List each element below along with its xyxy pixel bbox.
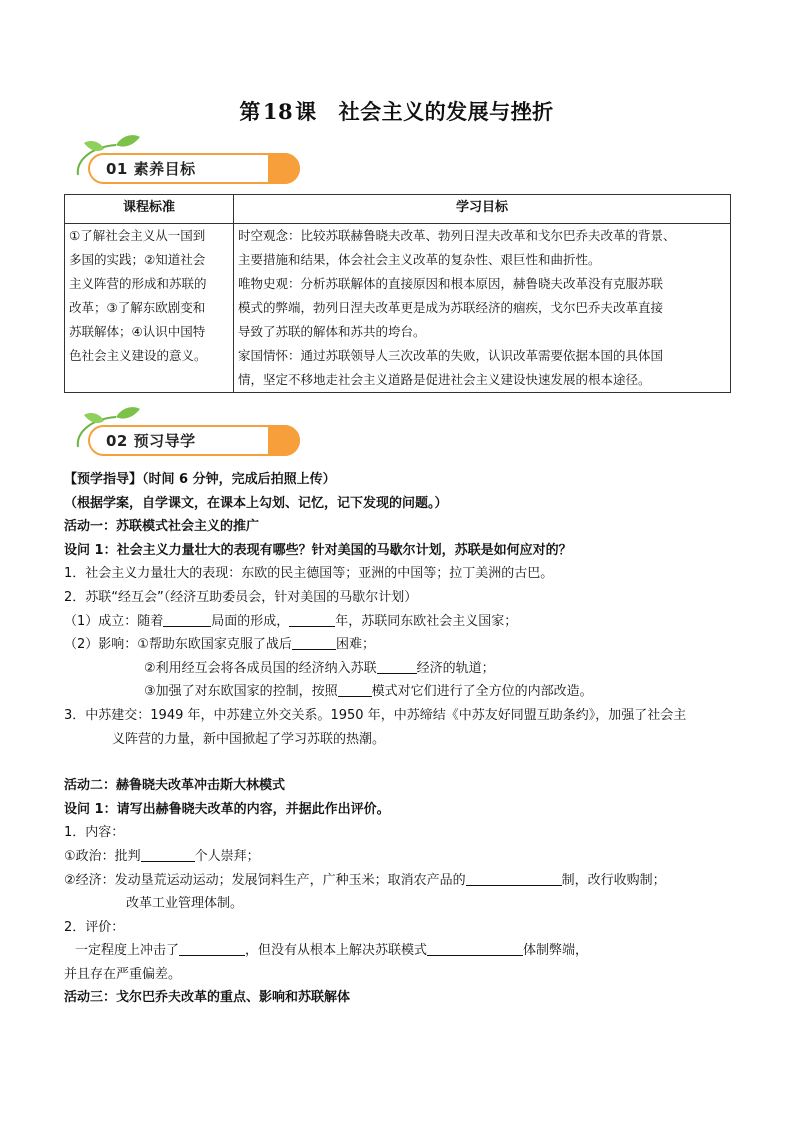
text-line: 改革工业管理体制。 bbox=[126, 896, 244, 912]
text-line: （2）影响：①帮助东欧国家克服了战后 困难； bbox=[64, 637, 375, 653]
text-line: ②经济：发动垦荒运动运动；发展饲料生产，广种玉米；取消农产品的 制，改行收购制； bbox=[64, 872, 666, 888]
text-line: 义阵营的力量，新中国掀起了学习苏联的热潮。 bbox=[112, 731, 386, 747]
goal-line: 主要措施和结果，体会社会主义改革的复杂性、艰巨性和曲折性。 bbox=[238, 252, 601, 267]
goal-line: 时空观念：比较苏联赫鲁晓夫改革、勃列日涅夫改革和戈尔巴乔夫改革的背景、 bbox=[238, 228, 676, 243]
title-suffix: 课 bbox=[295, 99, 317, 124]
text-line: 2．评价： bbox=[64, 919, 125, 935]
fill-blank[interactable] bbox=[141, 847, 195, 862]
activity-title: 活动一：苏联模式社会主义的推广 bbox=[64, 519, 260, 535]
standard-line: 多国的实践；②知道社会 bbox=[69, 252, 206, 267]
guide-instruction: 【预学指导】（时间 6 分钟，完成后拍照上传） bbox=[64, 472, 336, 487]
lesson-number: 18 bbox=[262, 99, 294, 124]
section-label: 02 预习导学 bbox=[106, 432, 196, 450]
page-title bbox=[0, 96, 793, 126]
table-header-goals: 学习目标 bbox=[234, 195, 731, 224]
goal-line: 情，坚定不移地走社会主义道路是促进社会主义建设快速发展的根本途径。 bbox=[238, 372, 651, 387]
section-banner-preview bbox=[64, 403, 304, 465]
text-line: 3．中苏建交：1949 年，中苏建立外交关系。1950 年，中苏缔结《中苏友好同盟互助条约》，加强了社会主 bbox=[64, 707, 687, 723]
fill-blank[interactable] bbox=[427, 941, 523, 956]
text-line: ②利用经互会将各成员国的经济纳入苏联 经济的轨道； bbox=[144, 660, 495, 676]
text-line: 1．内容： bbox=[64, 825, 125, 841]
table-header-standard: 课程标准 bbox=[65, 195, 234, 224]
fill-blank[interactable] bbox=[377, 659, 417, 674]
section-banner-goals bbox=[64, 131, 304, 193]
activity-title: 活动三：戈尔巴乔夫改革的重点、影响和苏联解体 bbox=[64, 990, 351, 1006]
goal-line: 导致了苏联的解体和苏共的垮台。 bbox=[238, 324, 426, 339]
goals-table bbox=[64, 194, 731, 393]
fill-blank[interactable] bbox=[289, 612, 335, 627]
fill-blank[interactable] bbox=[466, 871, 562, 886]
fill-blank[interactable] bbox=[163, 612, 211, 627]
text-line: （1）成立：随着 局面的形成， 年，苏联同东欧社会主义国家； bbox=[64, 613, 518, 629]
goals-cell bbox=[234, 224, 731, 393]
text-line: ③加强了对东欧国家的控制，按照 模式对它们进行了全方位的内部改造。 bbox=[144, 684, 593, 700]
text-line: 1．社会主义力量壮大的表现：东欧的民主德国等；亚洲的中国等；拉丁美洲的古巴。 bbox=[64, 566, 554, 582]
goal-line: 模式的弊端，勃列日涅夫改革更是成为苏联经济的痼疾，戈尔巴乔夫改革直接 bbox=[238, 300, 664, 315]
goal-line: 家国情怀：通过苏联领导人三次改革的失败，认识改革需要依据本国的具体国 bbox=[238, 348, 664, 363]
standard-line: 色社会主义建设的意义。 bbox=[69, 348, 207, 363]
text-line: 一定程度上冲击了 ，但没有从根本上解决苏联模式 体制弊端， bbox=[75, 943, 589, 959]
section-label: 01 素养目标 bbox=[106, 160, 196, 178]
standard-line: 主义阵营的形成和苏联的 bbox=[69, 276, 207, 291]
standard-line: 改革；③了解东欧剧变和 bbox=[69, 300, 206, 315]
activity-question: 设问 1：社会主义力量壮大的表现有哪些？针对美国的马歇尔计划，苏联是如何应对的？ bbox=[64, 542, 572, 558]
activity-title: 活动二：赫鲁晓夫改革冲击斯大林模式 bbox=[64, 778, 286, 794]
standard-line: 苏联解体；④认识中国特 bbox=[69, 324, 206, 339]
fill-blank[interactable] bbox=[179, 941, 245, 956]
text-line: 并且存在严重偏差。 bbox=[64, 966, 182, 982]
lesson-name: 社会主义的发展与挫折 bbox=[338, 99, 554, 124]
goal-line: 唯物史观：分析苏联解体的直接原因和根本原因，赫鲁晓夫改革没有克服苏联 bbox=[238, 276, 664, 291]
standard-line: ①了解社会主义从一国到 bbox=[69, 228, 206, 243]
standard-cell bbox=[65, 224, 234, 393]
text-line: ①政治：批判 个人崇拜； bbox=[64, 848, 260, 864]
fill-blank[interactable] bbox=[292, 635, 336, 650]
guide-instruction: （根据学案，自学课文，在课本上勾划、记忆，记下发现的问题。） bbox=[64, 495, 448, 511]
activity-question: 设问 1：请写出赫鲁晓夫改革的内容，并据此作出评价。 bbox=[64, 801, 390, 817]
fill-blank[interactable] bbox=[338, 682, 372, 697]
text-line: 2．苏联“经互会”（经济互助委员会，针对美国的马歇尔计划） bbox=[64, 589, 418, 605]
preview-guide bbox=[64, 468, 734, 1010]
title-prefix: 第 bbox=[239, 99, 261, 124]
